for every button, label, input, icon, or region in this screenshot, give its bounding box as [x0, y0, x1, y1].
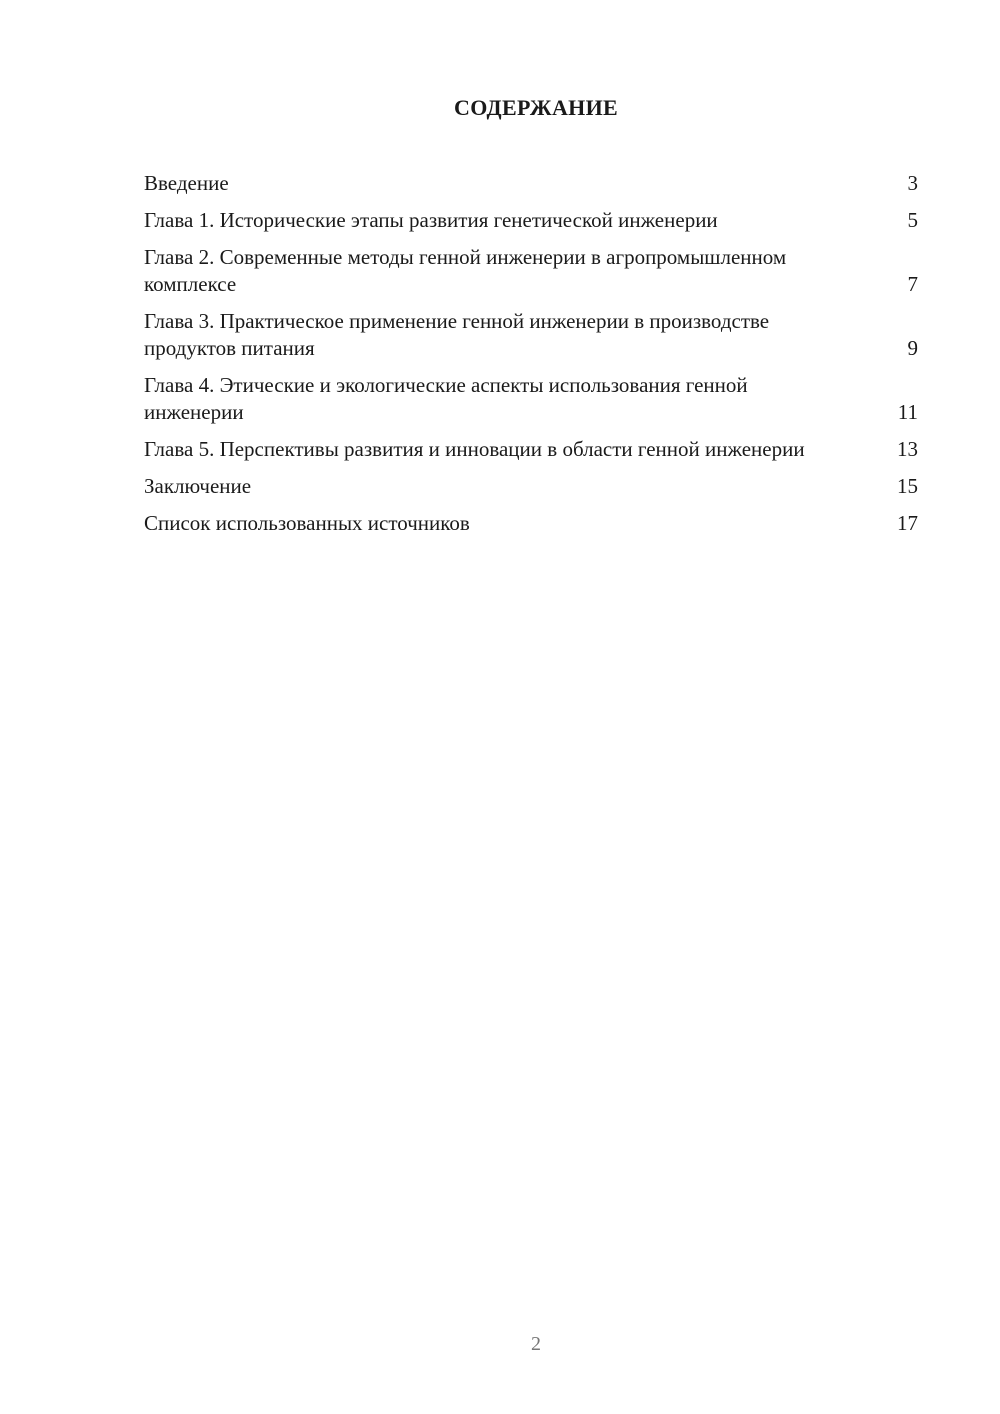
toc-entry-page: 7 — [907, 272, 918, 296]
toc-entry-chapter-5 — [144, 436, 918, 463]
toc-entry-chapter-1 — [144, 207, 918, 234]
toc-entry-page: 3 — [907, 171, 918, 195]
toc-entry-chapter-4 — [144, 372, 918, 426]
toc-entry-chapter-3 — [144, 308, 918, 362]
toc-entry-introduction — [144, 170, 918, 197]
toc-entry-title: Глава 1. Исторические этапы развития генетической инженерии — [144, 208, 718, 232]
toc-entry-title: Глава 3. Практическое применение генной инженерии в производстве продуктов питания — [144, 309, 770, 360]
table-of-contents — [144, 170, 918, 547]
toc-entry-conclusion — [144, 473, 918, 500]
toc-entry-page: 13 — [897, 437, 918, 461]
toc-entry-references — [144, 510, 918, 537]
toc-entry-title: Введение — [144, 171, 229, 195]
toc-entry-page: 11 — [897, 400, 918, 424]
page-title: СОДЕРЖАНИЕ — [454, 95, 618, 120]
page-number: 2 — [531, 1333, 541, 1355]
toc-entry-title: Список использованных источников — [144, 511, 470, 535]
toc-entry-page: 5 — [907, 208, 918, 232]
toc-entry-title: Заключение — [144, 474, 252, 498]
toc-entry-page: 17 — [897, 511, 918, 535]
toc-entry-chapter-2 — [144, 244, 918, 298]
toc-entry-page: 15 — [897, 474, 918, 498]
toc-entry-title: Глава 5. Перспективы развития и инновации в области генной инженерии — [144, 437, 805, 461]
toc-entry-title: Глава 2. Современные методы генной инженерии в агропромышленном комплексе — [144, 245, 787, 296]
toc-entry-page: 9 — [907, 336, 918, 360]
toc-entry-title: Глава 4. Этические и экологические аспекты использования генной инженерии — [144, 373, 748, 424]
